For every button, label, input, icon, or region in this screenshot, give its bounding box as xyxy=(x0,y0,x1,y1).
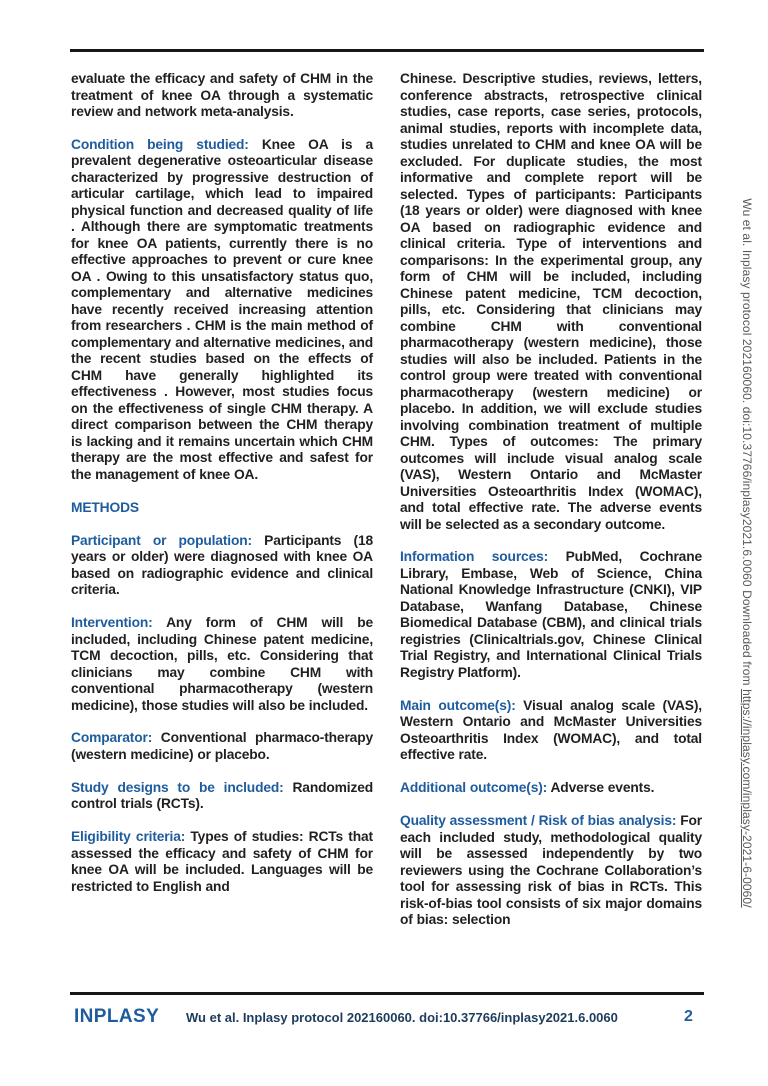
paragraph-eligibility-criteria xyxy=(71,829,373,895)
paragraph-intervention xyxy=(71,615,373,714)
footer-divider-rule xyxy=(70,992,704,995)
heading-methods xyxy=(71,500,373,517)
body-columns xyxy=(71,71,703,929)
left-column xyxy=(71,71,373,929)
section-label: Intervention: xyxy=(71,615,153,631)
section-label: Quality assessment / Risk of bias analysis: xyxy=(400,813,677,829)
section-label: Condition being studied: xyxy=(71,136,249,152)
right-column xyxy=(400,71,702,929)
sidebar-rotated-citation xyxy=(740,78,754,1028)
section-label: Information sources: xyxy=(400,549,549,565)
section-label: Main outcome(s): xyxy=(400,697,516,713)
paragraph-additional-outcomes xyxy=(400,780,702,797)
paragraph-abstract-continued xyxy=(71,71,373,121)
top-divider-rule xyxy=(70,49,704,52)
paragraph-text: Adverse events. xyxy=(547,780,655,796)
inplasy-logo: INPLASY xyxy=(74,1006,160,1027)
paragraph-quality-assessment xyxy=(400,813,702,929)
paragraph-comparator xyxy=(71,730,373,763)
paragraph-text: Randomized control trials (RCTs). xyxy=(71,779,374,812)
section-label: METHODS xyxy=(71,499,139,515)
paragraph-text: evaluate the efficacy and safety of CHM in the treatment of knee OA through a systematic review and network meta-analysis. xyxy=(71,71,373,119)
paragraph-participant-or-population xyxy=(71,533,373,599)
section-label: Study designs to be included: xyxy=(71,779,284,795)
sidebar-download-link[interactable]: https://inplasy.com/inplasy-2021-6-0060/ xyxy=(740,689,754,908)
paragraph-study-designs xyxy=(71,780,373,813)
paragraph-text: Conventional pharmaco-therapy (western medicine) or placebo. xyxy=(71,730,373,762)
paragraph-text: Chinese. Descriptive studies, reviews, letters, conference abstracts, retrospective clinical studies, case reports, case series, protocols, animal studies, reports with incomplete data, studies unrelated to CHM and knee OA will be excluded. For duplicate studies, the most informative and complete report will be selected. Types of participants: Participants (18 years or older) were diagnosed with knee OA based on radiographic evidence and clinical criteria. Type of interventions and comparisons: In the experimental group, any form of CHM will be included, including Chinese patent medicine, TCM decoction, pills, etc. Considering that clinicians may combine CHM with conventional pharmacotherapy (western medicine), those studies will also be included. Patients in the control group were treated with conventional pharmacotherapy (western medicine) or placebo. In addition, we will exclude studies involving combination treatment of multiple CHM. Types of outcomes: The primary outcomes will include visual analog scale (VAS), Western Ontario and McMaster Universities Osteoarthritis Index (WOMAC), and total effective rate. The adverse events will be selected as a secondary outcome. xyxy=(400,71,702,532)
page-number: 2 xyxy=(684,1008,693,1025)
paragraph-text: For each included study, methodological quality will be assessed independently by two reviewers using the Cochrane Collaboration’s tool for assessing risk of bias in RCTs. This risk-of-bias tool consists of six major domains of bias: selection xyxy=(400,813,702,928)
footer-citation: Wu et al. Inplasy protocol 202160060. doi:10.37766/inplasy2021.6.0060 xyxy=(186,1010,618,1025)
paragraph-eligibility-continued xyxy=(400,71,702,533)
section-label: Participant or population: xyxy=(71,532,252,548)
paragraph-text: Knee OA is a prevalent degenerative osteoarticular disease characterized by progressive destruction of articular cartilage, which lead to impaired physical function and decreased quality of life . Although there are symptomatic treatments for knee OA patients, currently there is no effective approaches to prevent or cure knee OA . Owing to this unsatisfactory status quo, complementary and alternative medicines have recently received increasing attention from researchers . CHM is the main method of complementary and alternative medicines, and the recent studies based on the effects of CHM have generally highlighted its effectiveness . However, most studies focus on the effectiveness of single CHM therapy. A direct comparison between the CHM therapy is lacking and it remains uncertain which CHM therapy are the most effective and safest for the management of knee OA. xyxy=(71,136,373,482)
paragraph-main-outcomes xyxy=(400,698,702,764)
section-label: Additional outcome(s): xyxy=(400,780,548,796)
paragraph-text: Types of studies: RCTs that assessed the efficacy and safety of CHM for knee OA will be included. Languages will be restricted to English and xyxy=(71,829,374,894)
paragraph-text: Any form of CHM will be included, including Chinese patent medicine, TCM decoction, pills, etc. Considering that clinicians may combine CHM with conventional pharmacotherapy (western medicine), those studies will also be included. xyxy=(71,615,373,713)
section-label: Comparator: xyxy=(71,730,153,746)
paragraph-text: Visual analog scale (VAS), Western Ontario and McMaster Universities Osteoarthritis Index (WOMAC), and total effective rate. xyxy=(400,697,702,763)
paragraph-information-sources xyxy=(400,549,702,681)
paragraph-text: Participants (18 years or older) were diagnosed with knee OA based on radiographic evidence and clinical criteria. xyxy=(71,532,373,598)
paragraph-condition-being-studied xyxy=(71,137,373,484)
paragraph-text: PubMed, Cochrane Library, Embase, Web of Science, China National Knowledge Infrastructure (CNKI), VIP Database, Wanfang Database, Chinese Biomedical Database (CBM), and clinical trials registries (Clinicaltrials.gov, Chinese Clinical Trial Registry, and International Clinical Trials Registry Platform). xyxy=(400,549,703,680)
sidebar-citation-text: Wu et al. Inplasy protocol 202160060. doi:10.37766/inplasy2021.6.0060 Downloaded from xyxy=(740,198,754,690)
section-label: Eligibility criteria: xyxy=(71,829,186,845)
